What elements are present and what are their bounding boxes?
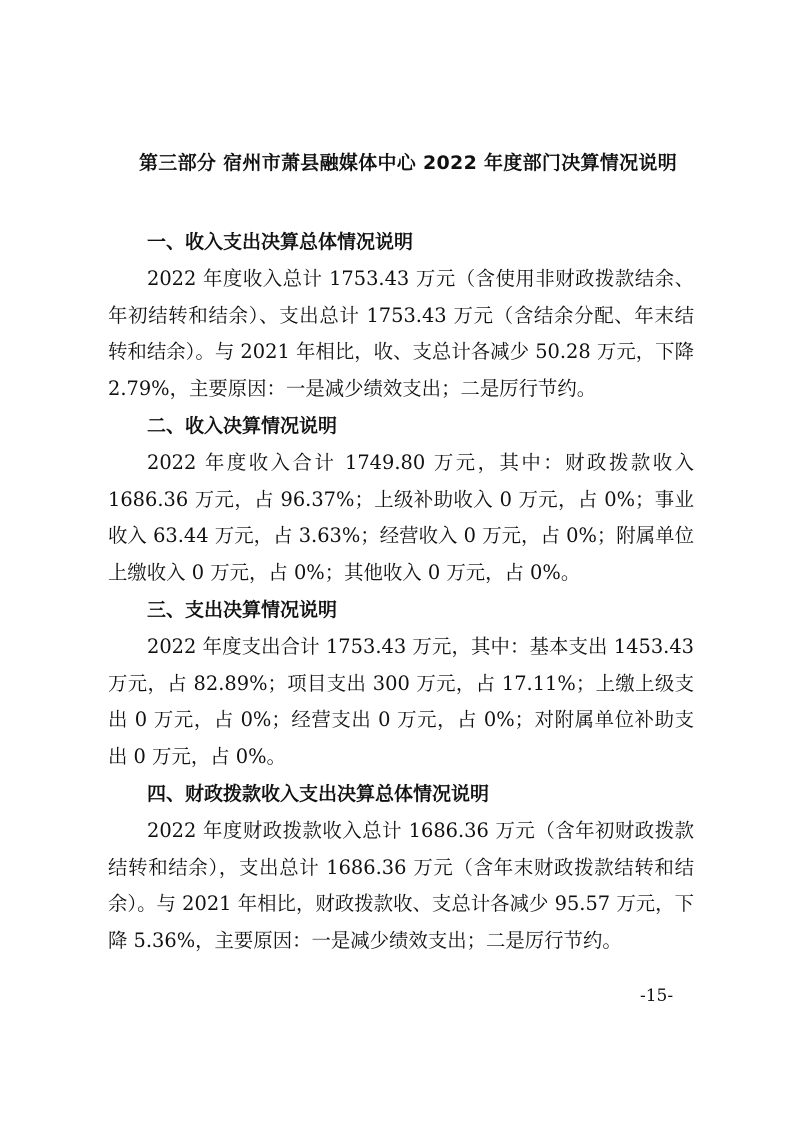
page-title: 第三部分 宿州市萧县融媒体中心 2022 年度部门决算情况说明 (138, 152, 678, 174)
section-heading-fiscal-appropriation: 四、财政拨款收入支出决算总体情况说明 (147, 782, 490, 805)
section-heading-income: 二、收入决算情况说明 (147, 414, 338, 437)
section-body-expenditure: 2022 年度支出合计 1753.43 万元，其中：基本支出 1453.43 万元，占 82.89%；项目支出 300 万元，占 17.11%；上缴上级支出 0 万元，占 0%；经营支出 0 万元，占 0%；对附属单位补助支出 0 万元，占 0%。 (108, 634, 694, 769)
section-body-fiscal-appropriation: 2022 年度财政拨款收入总计 1686.36 万元（含年初财政拨款结转和结余），支出总计 1686.36 万元（含年末财政拨款结转和结余）。与 2021 年相比，财政拨款收、支总计各减少 95.57 万元，下降 5.36%，主要原因：一是减少绩效支出；二是厉行节约。 (108, 818, 694, 953)
section-body-income-expenditure-overview: 2022 年度收入总计 1753.43 万元（含使用非财政拨款结余、年初结转和结余）、支出总计 1753.43 万元（含结余分配、年末结转和结余）。与 2021 年相比，收、支总计各减少 50.28 万元，下降 2.79%，主要原因：一是减少绩效支出；二是厉行节约。 (108, 266, 694, 401)
document-body (108, 224, 694, 960)
section-body-income: 2022 年度收入合计 1749.80 万元，其中：财政拨款收入 1686.36 万元，占 96.37%；上级补助收入 0 万元，占 0%；事业收入 63.44 万元，占 3.63%；经营收入 0 万元，占 0%；附属单位上缴收入 0 万元，占 0%；其他收入 0 万元，占 0%。 (108, 450, 694, 585)
page-number: -15- (640, 986, 674, 1006)
section-heading-expenditure: 三、支出决算情况说明 (147, 598, 338, 621)
section-heading-income-expenditure-overview: 一、收入支出决算总体情况说明 (147, 231, 414, 253)
